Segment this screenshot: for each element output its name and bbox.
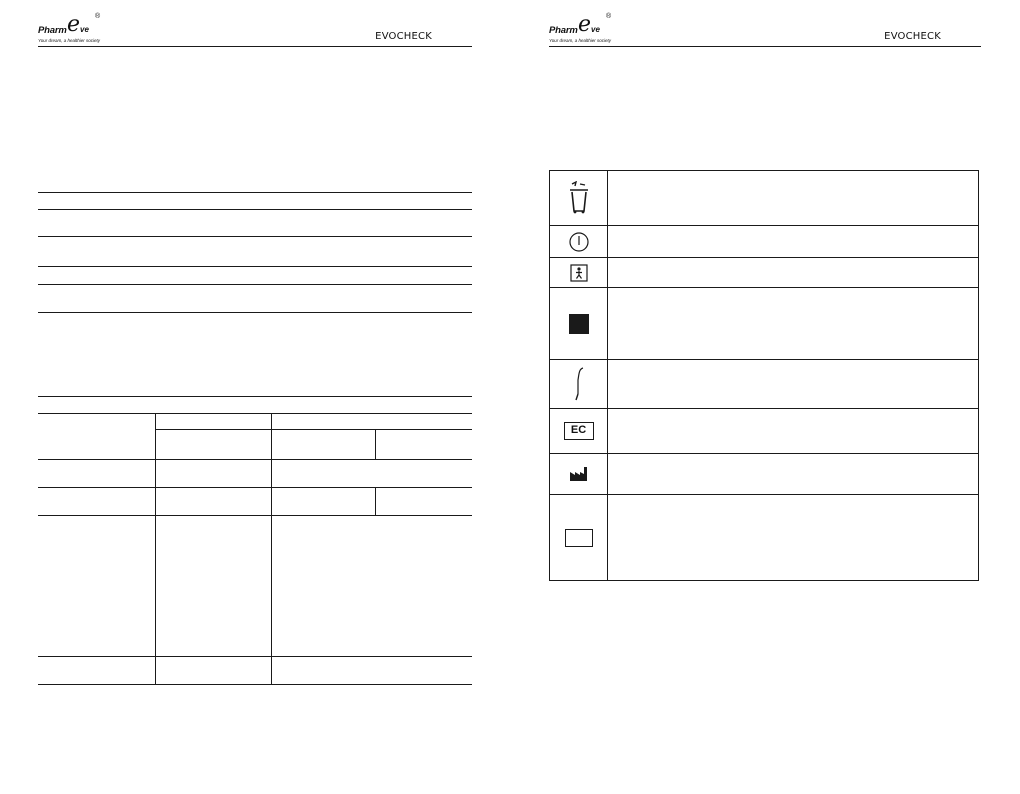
- table-rule: [38, 413, 472, 414]
- brand-name: EVOCHECK: [884, 31, 941, 42]
- symbol-row: [550, 359, 978, 408]
- symbol-row: [550, 453, 978, 494]
- temperature-limit-icon: [569, 366, 589, 402]
- logo-tagline: Your dream, a healthier society: [549, 38, 612, 43]
- page-header: [549, 12, 981, 47]
- table-rule: [38, 487, 472, 488]
- specification-table: [38, 413, 472, 685]
- logo-word: Pharm: [549, 25, 578, 36]
- symbol-row: [550, 287, 978, 359]
- registered-mark: ®: [606, 13, 612, 20]
- table-rule: [38, 396, 472, 397]
- symbol-row: [550, 408, 978, 453]
- logo-mark: e: [578, 12, 592, 37]
- logo-tagline: Your dream, a healthier society: [38, 38, 101, 43]
- symbol-row: [550, 257, 978, 287]
- table-rule: [38, 312, 472, 313]
- symbol-row: [550, 494, 978, 580]
- symbol-row: [550, 225, 978, 257]
- table-divider: [375, 487, 376, 516]
- table-divider: [155, 413, 156, 685]
- empty-rectangle-icon: [565, 529, 593, 547]
- pharmeve-logo: [549, 14, 619, 44]
- table-rule: [38, 192, 472, 193]
- type-bf-applied-part-icon: [570, 264, 588, 282]
- filled-square-icon: [569, 314, 589, 334]
- logo-mark: e: [67, 12, 81, 37]
- table-divider: [375, 429, 376, 460]
- symbol-row: [550, 171, 978, 225]
- registered-mark: ®: [95, 13, 101, 20]
- table-rule: [155, 429, 472, 430]
- table-divider: [271, 413, 272, 685]
- pharmeve-logo: [38, 14, 108, 44]
- table-rule: [38, 459, 472, 460]
- logo-suffix: ve: [80, 25, 89, 34]
- ec-rep-icon: EC: [564, 422, 594, 440]
- power-icon: [568, 231, 590, 253]
- table-rule: [38, 656, 472, 657]
- logo-suffix: ve: [591, 25, 600, 34]
- waste-bin-icon: [566, 181, 592, 215]
- table-rule: [38, 266, 472, 267]
- table-rule: [38, 515, 472, 516]
- page-header: [38, 12, 472, 47]
- symbol-table: [549, 170, 979, 581]
- brand-name: EVOCHECK: [375, 31, 432, 42]
- left-page: [38, 0, 472, 794]
- table-rule: [38, 284, 472, 285]
- table-rule: [38, 684, 472, 685]
- manufacturer-icon: [569, 466, 589, 482]
- table-rule: [38, 209, 472, 210]
- logo-word: Pharm: [38, 25, 67, 36]
- table-rule: [38, 236, 472, 237]
- right-page: [549, 0, 981, 794]
